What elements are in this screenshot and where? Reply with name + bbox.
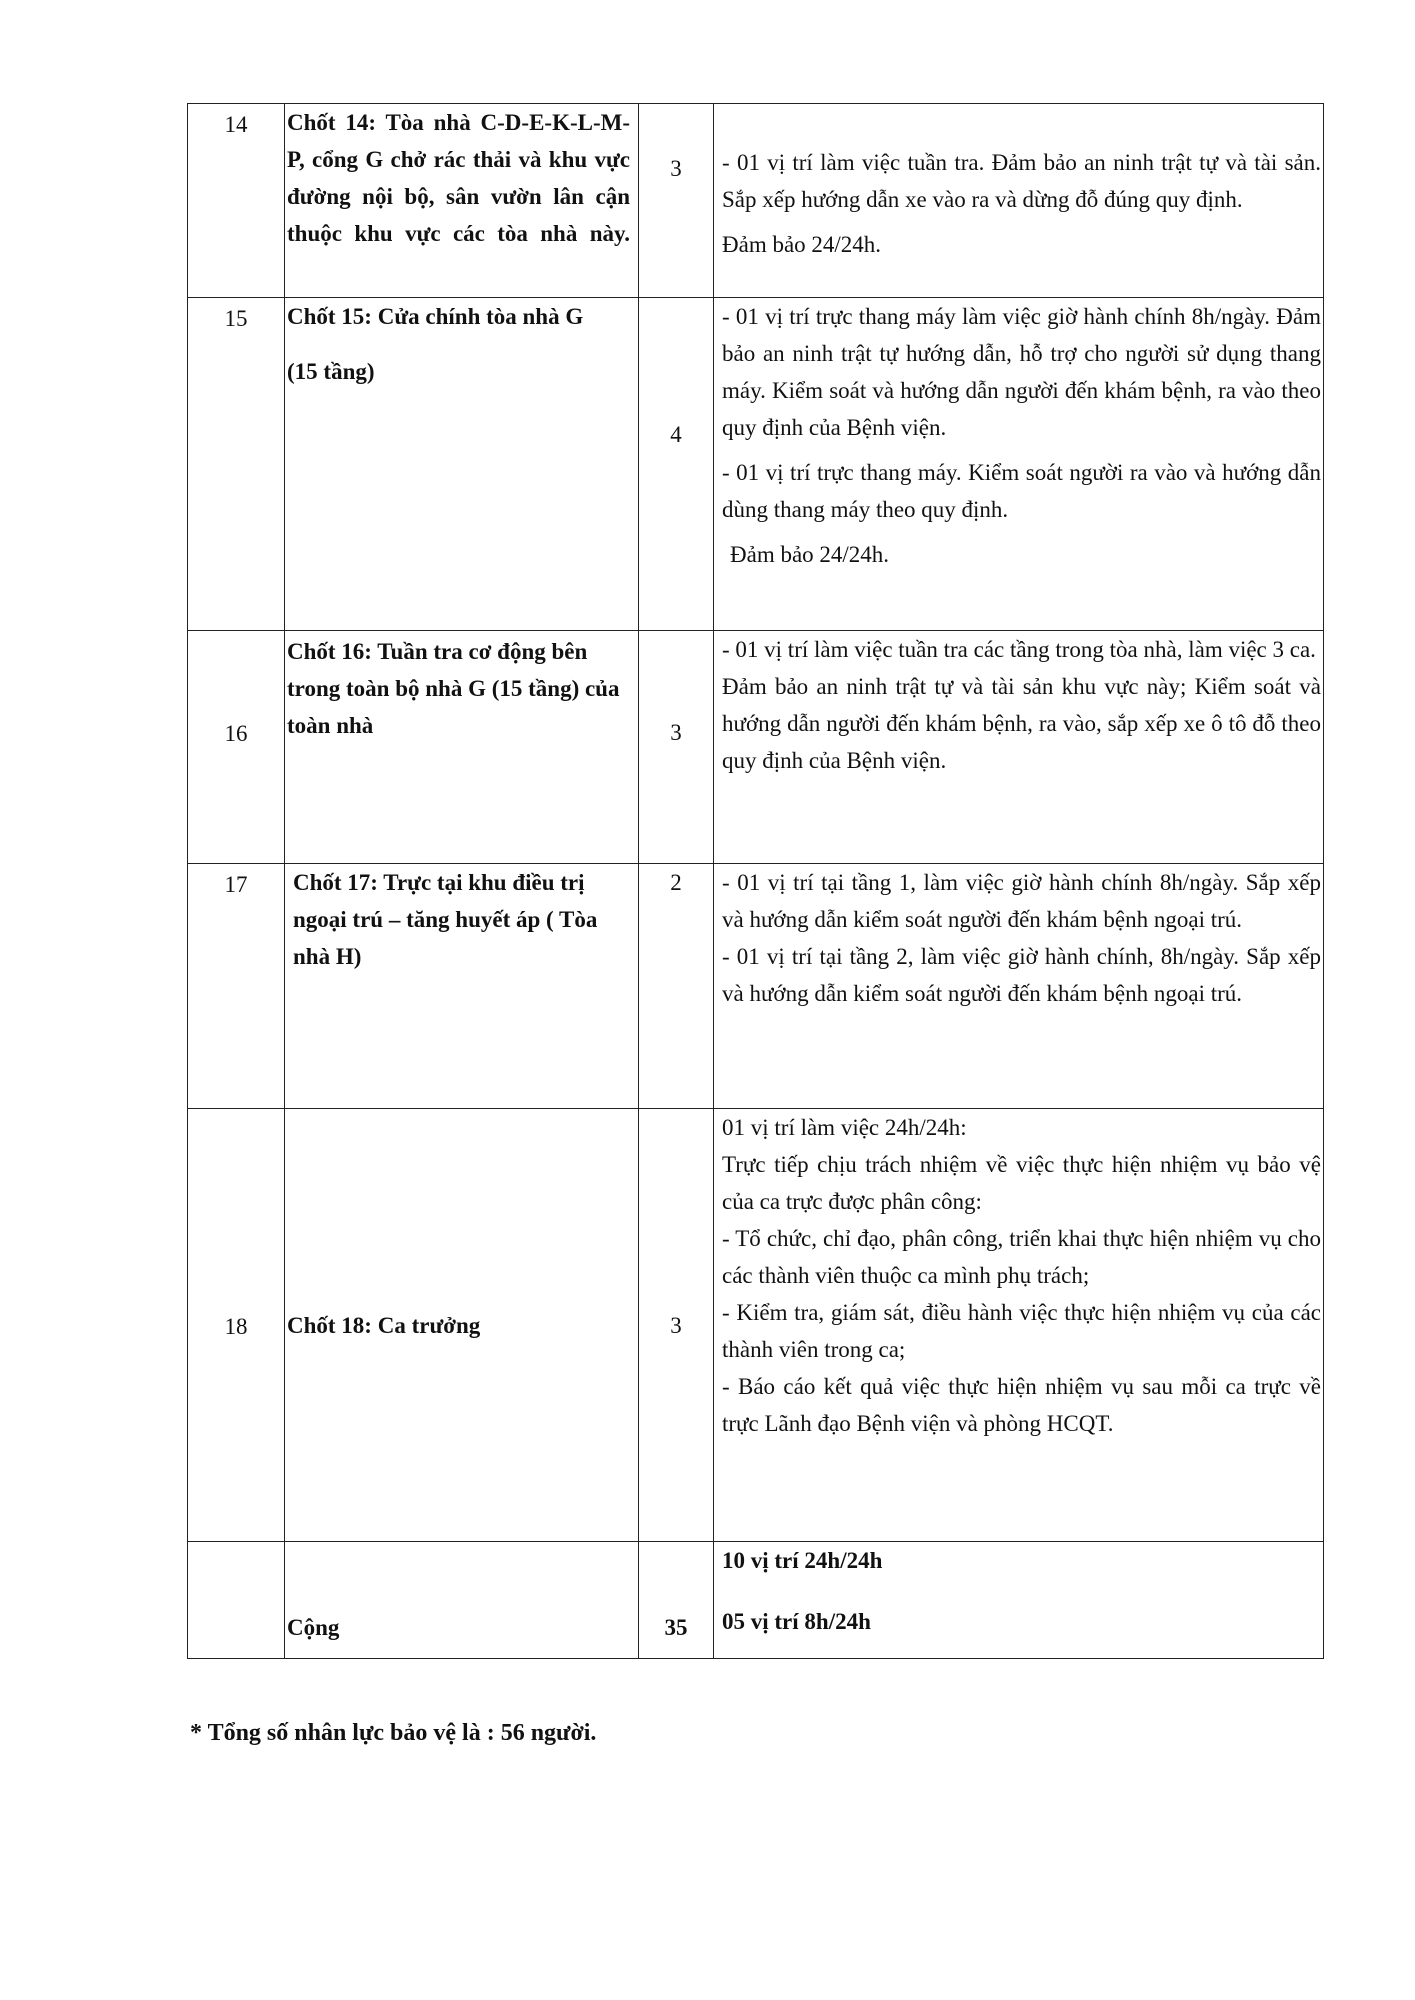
row-number: 17 [188, 864, 285, 1109]
description-paragraph: - 01 vị trí làm việc tuần tra các tầng trong tòa nhà, làm việc 3 ca. [722, 637, 1316, 662]
row-number: 16 [188, 631, 285, 864]
staff-count: 2 [639, 864, 714, 1109]
post-name [285, 864, 639, 1109]
post-name-text: Chốt 17: Trực tại khu điều trị ngoại trú – tăng huyết áp ( Tòa nhà H) [293, 870, 598, 969]
table-row [188, 1109, 1324, 1542]
post-name-text: Chốt 18: Ca trưởng [287, 1312, 481, 1338]
post-name-text: Chốt 15: Cửa chính tòa nhà G [287, 304, 584, 329]
description-paragraph: - 01 vị trí làm việc tuần tra. Đảm bảo an ninh trật tự và tài sản. Sắp xếp hướng dẫn xe vào ra và dừng đỗ đúng quy định. [722, 150, 1321, 212]
post-name [285, 631, 639, 864]
total-summary-8h: 05 vị trí 8h/24h [722, 1609, 871, 1634]
staff-count: 3 [639, 104, 714, 298]
post-description [714, 631, 1324, 864]
table-row [188, 631, 1324, 864]
post-description [714, 864, 1324, 1109]
staff-count: 3 [639, 631, 714, 864]
table-row [188, 298, 1324, 631]
row-number: 15 [188, 298, 285, 631]
description-paragraph: - Kiểm tra, giám sát, điều hành việc thực hiện nhiệm vụ của các thành viên trong ca; [722, 1300, 1321, 1362]
row-number: 14 [188, 104, 285, 298]
description-paragraph: - Tổ chức, chỉ đạo, phân công, triển khai thực hiện nhiệm vụ cho các thành viên thuộc ca mình phụ trách; [722, 1226, 1321, 1288]
total-staff-note: * Tổng số nhân lực bảo vệ là : 56 người. [190, 1720, 597, 1746]
description-paragraph: Đảm bảo an ninh trật tự và tài sản khu vực này; Kiểm soát và hướng dẫn người đến khám bệnh, ra vào, sắp xếp xe ô tô đỗ theo quy định của Bệnh viện. [722, 674, 1321, 773]
table-row [188, 864, 1324, 1109]
total-summary-24h: 10 vị trí 24h/24h [722, 1548, 883, 1573]
post-description [714, 1109, 1324, 1542]
total-description [714, 1542, 1324, 1659]
post-name [285, 298, 639, 631]
post-name [285, 1109, 639, 1542]
description-paragraph: Đảm bảo 24/24h. [730, 542, 890, 567]
staff-count: 4 [639, 298, 714, 631]
table-row [188, 104, 1324, 298]
description-paragraph: - 01 vị trí tại tầng 1, làm việc giờ hành chính 8h/ngày. Sắp xếp và hướng dẫn kiểm soát người đến khám bệnh ngoại trú. [722, 870, 1321, 932]
total-row [188, 1542, 1324, 1659]
security-post-table [187, 103, 1324, 1659]
post-name [285, 104, 639, 298]
post-name-subtext: (15 tầng) [287, 359, 375, 384]
post-name-text: Chốt 14: Tòa nhà C-D-E-K-L-M-P, cổng G chở rác thải và khu vực đường nội bộ, sân vườn lân cận thuộc khu vực các tòa nhà này. [287, 110, 630, 246]
total-row-number [188, 1542, 285, 1659]
row-number: 18 [188, 1109, 285, 1542]
post-description [714, 298, 1324, 631]
description-paragraph: 01 vị trí làm việc 24h/24h: [722, 1115, 967, 1140]
post-name-text: Chốt 16: Tuần tra cơ động bên trong toàn bộ nhà G (15 tầng) của toàn nhà [287, 639, 620, 738]
description-paragraph: - Báo cáo kết quả việc thực hiện nhiệm vụ sau mỗi ca trực về trực Lãnh đạo Bệnh viện và phòng HCQT. [722, 1374, 1321, 1436]
total-count: 35 [639, 1542, 714, 1659]
total-label: Cộng [285, 1542, 639, 1659]
description-paragraph: Đảm bảo 24/24h. [722, 232, 882, 257]
description-paragraph: - 01 vị trí trực thang máy làm việc giờ hành chính 8h/ngày. Đảm bảo an ninh trật tự hướng dẫn, hỗ trợ cho người sử dụng thang máy. Kiểm soát và hướng dẫn người đến khám bệnh, ra vào theo quy định của Bệnh viện. [722, 304, 1321, 440]
description-paragraph: Trực tiếp chịu trách nhiệm về việc thực hiện nhiệm vụ bảo vệ của ca trực được phân công: [722, 1152, 1321, 1214]
post-description [714, 104, 1324, 298]
description-paragraph: - 01 vị trí trực thang máy. Kiểm soát người ra vào và hướng dẫn dùng thang máy theo quy định. [722, 460, 1321, 522]
description-paragraph: - 01 vị trí tại tầng 2, làm việc giờ hành chính, 8h/ngày. Sắp xếp và hướng dẫn kiểm soát người đến khám bệnh ngoại trú. [722, 944, 1321, 1006]
staff-count: 3 [639, 1109, 714, 1542]
